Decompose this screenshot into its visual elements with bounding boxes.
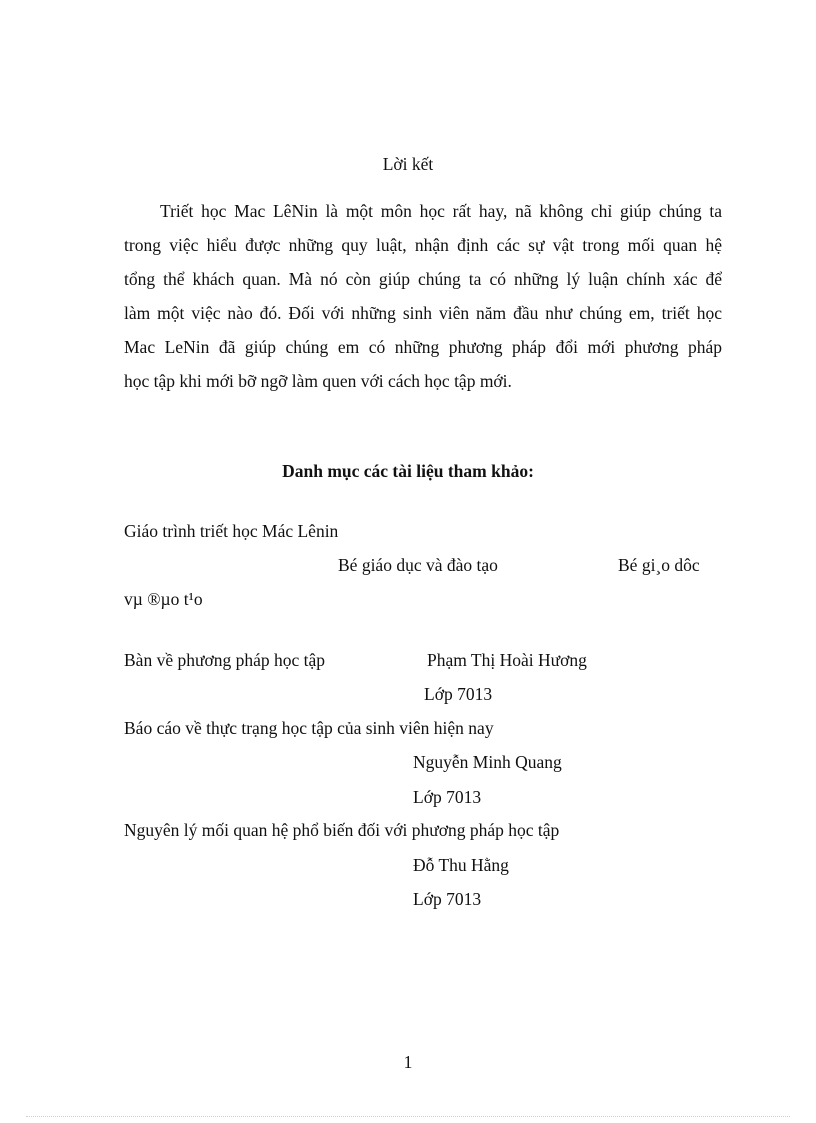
paragraph-line: Triết học Mac LêNin là một môn học rất hay, nã không chỉ giúp chúng ta	[160, 201, 722, 221]
reference-author: Đỗ Thu Hằng	[413, 855, 509, 875]
closing-paragraph	[124, 194, 722, 398]
reference-publisher: Bé giáo dục và đào tạo	[338, 555, 498, 575]
reference-publisher-garbled: vµ ®µo t¹o	[124, 589, 203, 609]
reference-class: Lớp 7013	[413, 889, 482, 909]
page-number: 1	[403, 1052, 413, 1072]
reference-class: Lớp 7013	[413, 787, 482, 807]
closing-title: Lời kết	[382, 154, 434, 174]
paragraph-line: Mac LeNin đã giúp chúng em có những phương pháp đổi mới phương pháp	[124, 337, 722, 357]
page-bottom-divider	[26, 1116, 790, 1117]
reference-publisher-garbled: Bé gi¸o dôc	[618, 555, 700, 575]
paragraph-line: trong việc hiểu được những quy luật, nhận định các sự vật trong mối quan hệ	[124, 235, 722, 255]
reference-author: Nguyễn Minh Quang	[413, 752, 562, 772]
references-title: Danh mục các tài liệu tham khảo:	[282, 461, 534, 481]
paragraph-line: tổng thể khách quan. Mà nó còn giúp chúng ta có những lý luận chính xác để	[124, 269, 722, 289]
reference-class: Lớp 7013	[424, 684, 493, 704]
reference-author: Phạm Thị Hoài Hương	[427, 650, 587, 670]
reference-work: Báo cáo về thực trạng học tập của sinh viên hiện nay	[124, 718, 494, 738]
paragraph-line: học tập khi mới bỡ ngỡ làm quen với cách học tập mới.	[124, 371, 512, 391]
reference-work: Giáo trình triết học Mác Lênin	[124, 521, 339, 541]
reference-work: Nguyên lý mối quan hệ phổ biến đối với phương pháp học tập	[124, 820, 560, 840]
reference-work: Bàn về phương pháp học tập	[124, 650, 325, 670]
paragraph-line: làm một việc nào đó. Đối với những sinh viên năm đầu như chúng em, triết học	[124, 303, 722, 323]
